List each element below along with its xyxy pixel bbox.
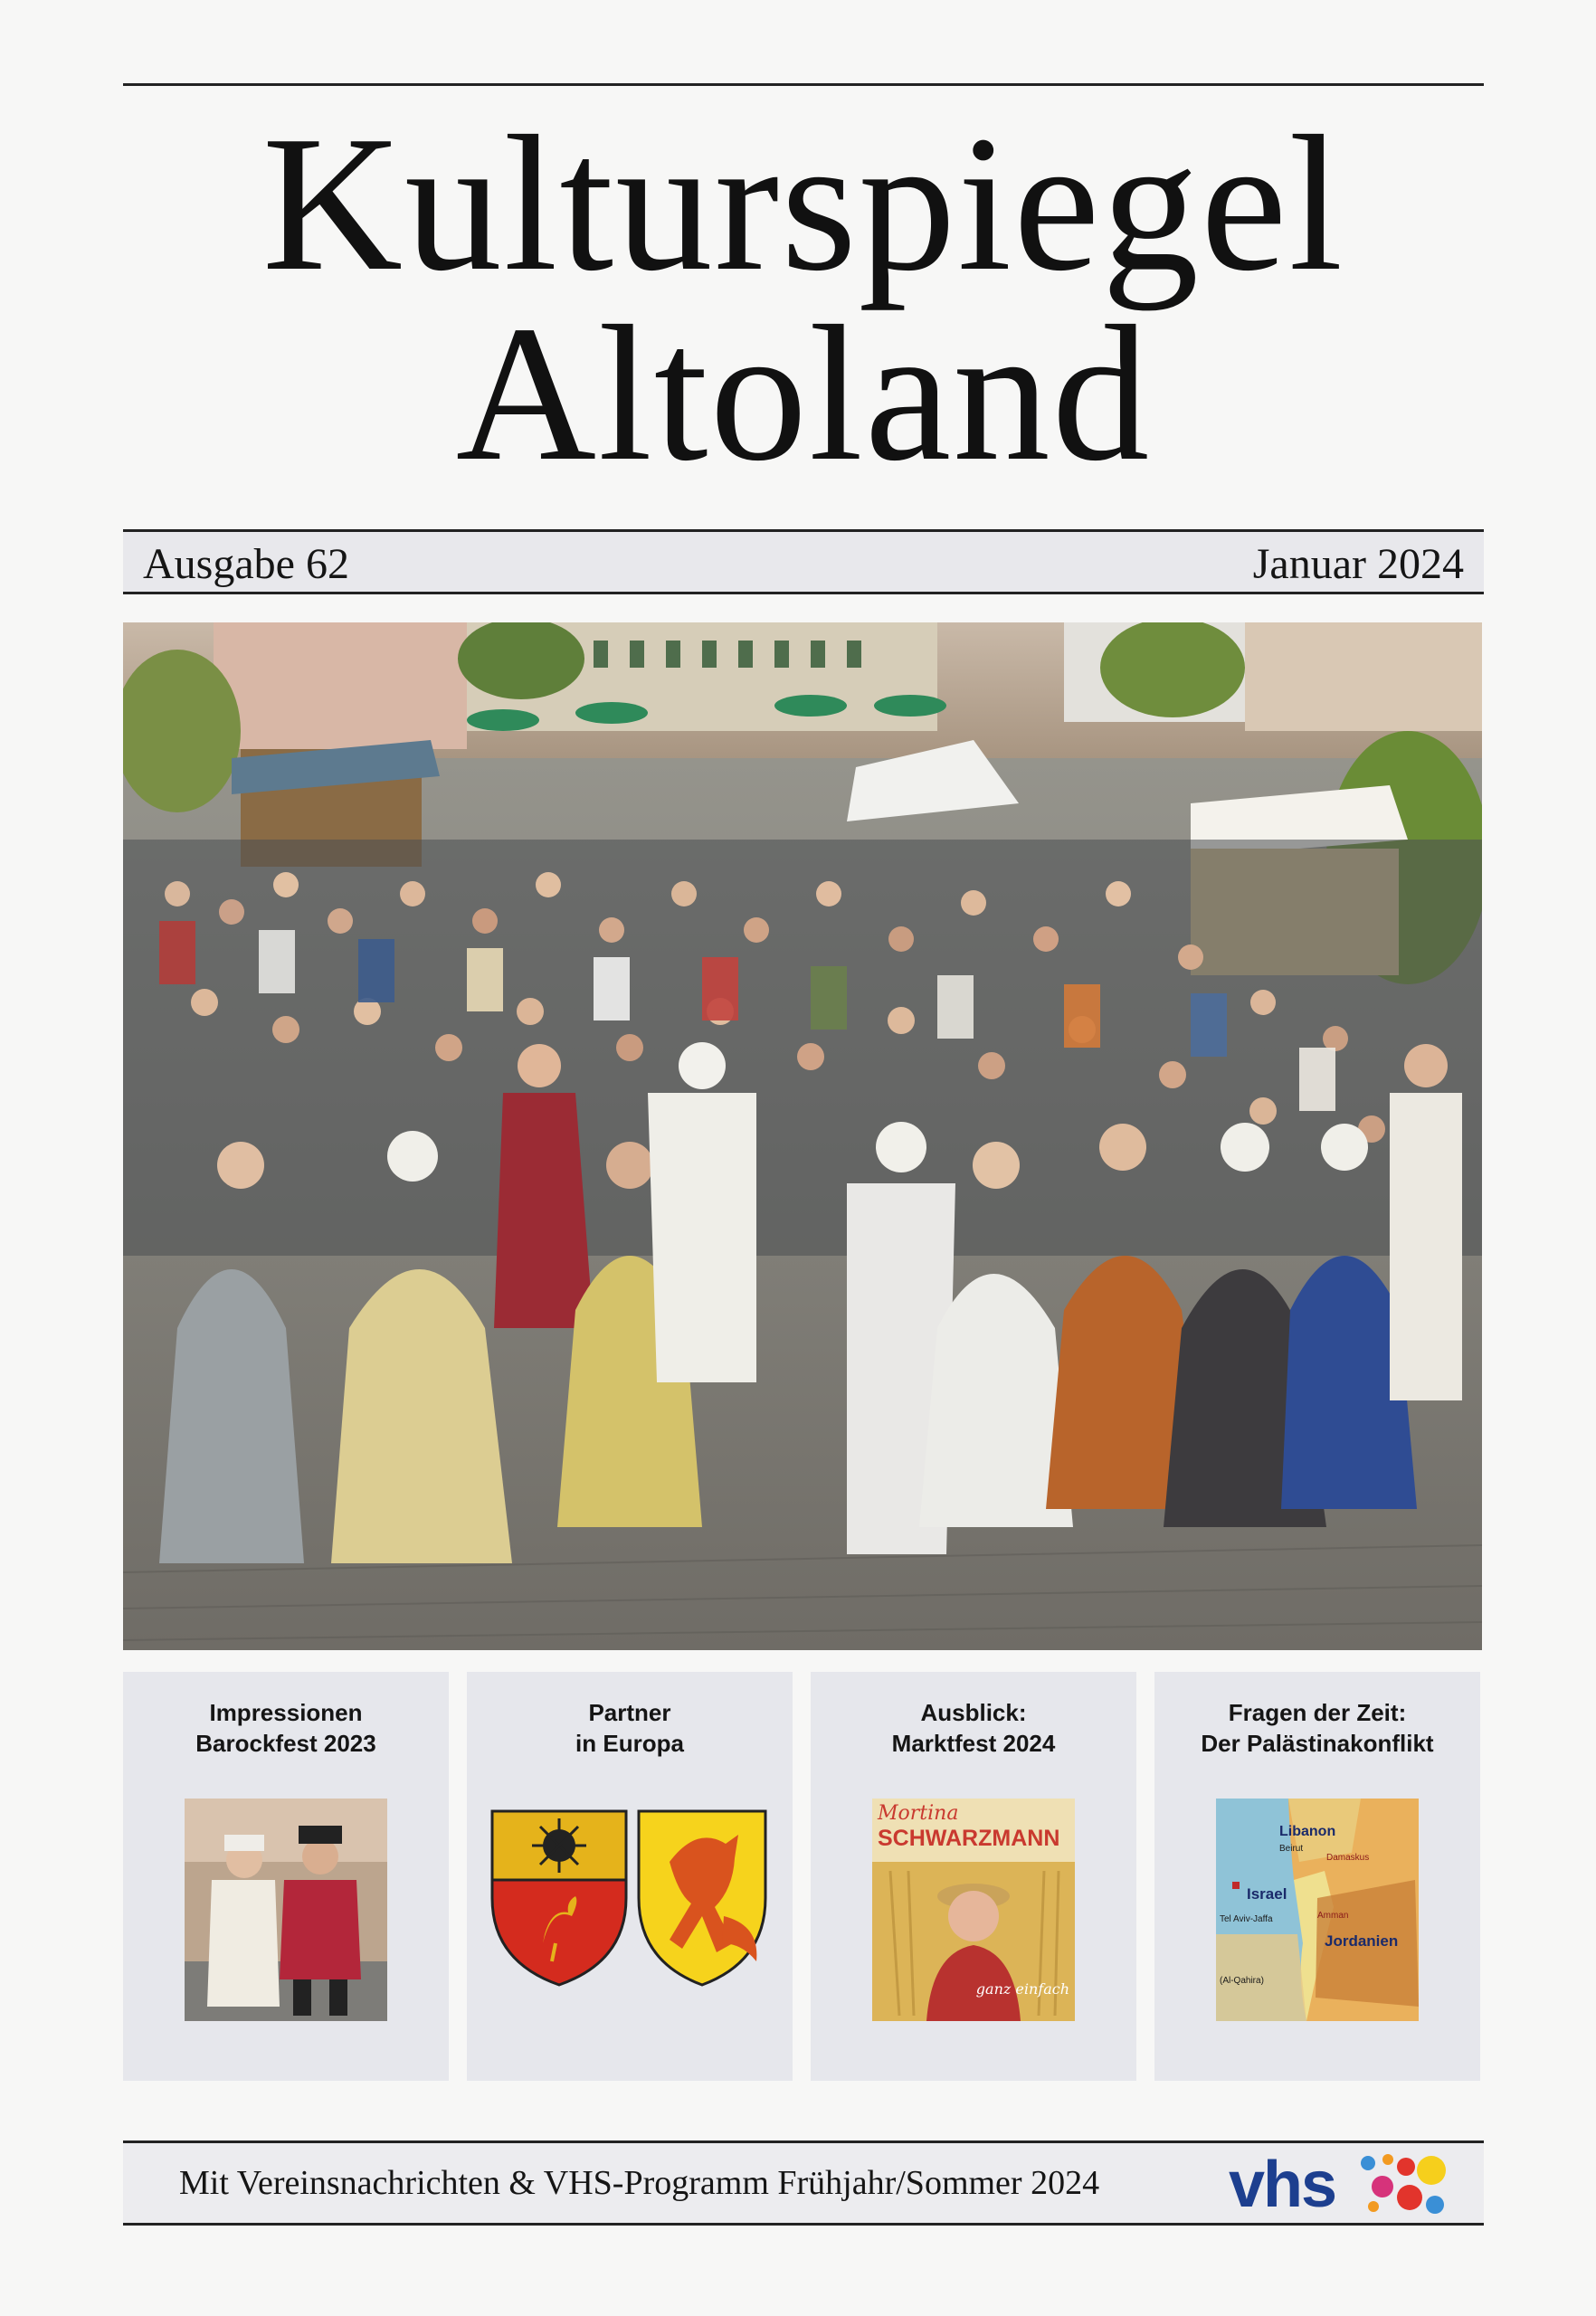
teaser-line-2: Barockfest 2023 bbox=[195, 1730, 376, 1757]
issue-bar bbox=[123, 529, 1484, 594]
teaser-barockfest[interactable] bbox=[123, 1672, 449, 2081]
album-artist-last: SCHWARZMANN bbox=[878, 1826, 1060, 1851]
teaser-line-1: Ausblick: bbox=[920, 1699, 1027, 1726]
teaser-line-1: Partner bbox=[588, 1699, 671, 1726]
barockfest-photo bbox=[185, 1799, 387, 2021]
vhs-dots-icon bbox=[1355, 2152, 1455, 2221]
map-label-israel: Israel bbox=[1247, 1885, 1287, 1903]
footer-text: Mit Vereinsnachrichten & VHS-Programm Frühjahr/Sommer 2024 bbox=[179, 2164, 1100, 2202]
region-map bbox=[1216, 1799, 1419, 2021]
map-label-damaskus: Damaskus bbox=[1326, 1853, 1370, 1863]
map-label-libanon: Libanon bbox=[1279, 1824, 1336, 1839]
barockfest-photo-illustration bbox=[185, 1799, 387, 2021]
coats-of-arms bbox=[489, 1808, 769, 1989]
vhs-logo-wordmark: vhs bbox=[1229, 2149, 1336, 2221]
issue-date: Januar 2024 bbox=[1252, 540, 1464, 588]
footer-bar bbox=[123, 2140, 1484, 2226]
map-label-kairo: (Al-Qahira) bbox=[1220, 1976, 1264, 1986]
teaser-palaestinakonflikt[interactable] bbox=[1154, 1672, 1480, 2081]
album-artist-first: Mortina bbox=[878, 1802, 959, 1825]
map-label-amman: Amman bbox=[1317, 1911, 1349, 1921]
crest-left-icon bbox=[492, 1811, 626, 1985]
crest-right-icon bbox=[639, 1811, 765, 1985]
teaser-marktfest[interactable] bbox=[811, 1672, 1136, 2081]
map-label-jordanien: Jordanien bbox=[1325, 1932, 1399, 1950]
masthead-line-2: Altoland bbox=[455, 285, 1152, 501]
teaser-line-2: Der Palästinakonflikt bbox=[1201, 1730, 1434, 1757]
teaser-line-2: in Europa bbox=[575, 1730, 684, 1757]
teaser-line-1: Fragen der Zeit: bbox=[1228, 1699, 1407, 1726]
album-title: ganz einfach bbox=[975, 1980, 1069, 1998]
teaser-title bbox=[123, 1697, 449, 1759]
teaser-title bbox=[467, 1697, 793, 1759]
teaser-title bbox=[1154, 1697, 1480, 1759]
teaser-line-1: Impressionen bbox=[209, 1699, 363, 1726]
teaser-partner-europa[interactable] bbox=[467, 1672, 793, 2081]
map-label-telaviv: Tel Aviv-Jaffa bbox=[1220, 1914, 1273, 1924]
cover-photo bbox=[123, 622, 1482, 1650]
top-rule bbox=[123, 83, 1484, 86]
teaser-line-2: Marktfest 2024 bbox=[891, 1730, 1056, 1757]
issue-number: Ausgabe 62 bbox=[143, 540, 349, 588]
teaser-title bbox=[811, 1697, 1136, 1759]
map-label-beirut: Beirut bbox=[1279, 1844, 1304, 1854]
vhs-logo bbox=[1229, 2149, 1455, 2221]
album-cover bbox=[872, 1799, 1075, 2021]
masthead-title bbox=[123, 95, 1484, 501]
cover-photo-illustration bbox=[123, 622, 1482, 1650]
masthead-line-1: Kulturspiegel bbox=[261, 95, 1345, 311]
